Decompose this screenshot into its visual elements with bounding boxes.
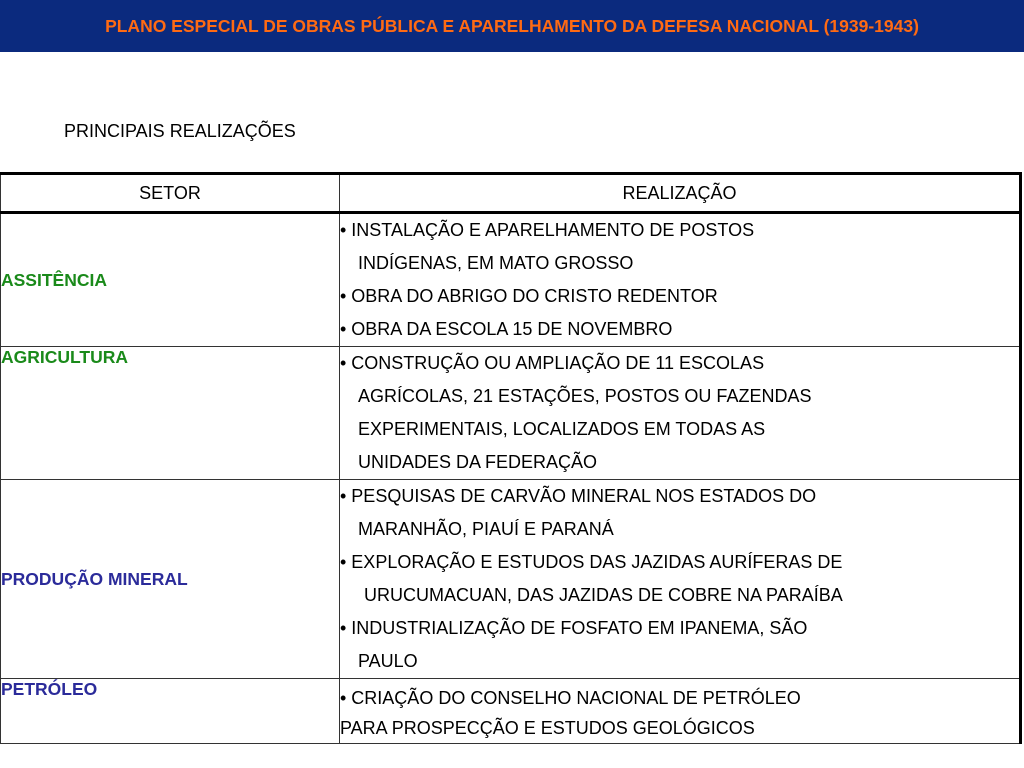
item-line: • PESQUISAS DE CARVÃO MINERAL NOS ESTADOS DO [340,486,817,506]
item-line: UNIDADES DA FEDERAÇÃO [358,452,598,472]
item-line: • OBRA DO ABRIGO DO CRISTO REDENTOR [340,286,718,306]
achievements-cell [340,679,1021,744]
table-header-row [1,174,1021,213]
item-line: INDÍGENAS, EM MATO GROSSO [358,253,634,273]
item-line: • CRIAÇÃO DO CONSELHO NACIONAL DE PETRÓLEO [340,688,801,708]
table-row [1,480,1021,679]
page-title: PLANO ESPECIAL DE OBRAS PÚBLICA E APARELHAMENTO DA DEFESA NACIONAL (1939-1943) [105,15,919,36]
achievements-cell [340,480,1021,679]
achievements-cell [340,213,1021,347]
sector-cell: PETRÓLEO [1,679,340,744]
sector-cell: ASSITÊNCIA [1,213,340,347]
title-bar [0,0,1024,52]
table-row [1,347,1021,480]
column-header-realizacao: REALIZAÇÃO [340,174,1021,213]
item-line: • OBRA DA ESCOLA 15 DE NOVEMBRO [340,319,673,339]
sector-cell: AGRICULTURA [1,347,340,480]
item-line: • EXPLORAÇÃO E ESTUDOS DAS JAZIDAS AURÍFERAS DE [340,552,843,572]
item-line: • CONSTRUÇÃO OU AMPLIAÇÃO DE 11 ESCOLAS [340,353,765,373]
item-line: • INSTALAÇÃO E APARELHAMENTO DE POSTOS [340,220,755,240]
item-line: MARANHÃO, PIAUÍ E PARANÁ [358,519,614,539]
achievements-table [0,172,1022,744]
sector-cell: PRODUÇÃO MINERAL [1,480,340,679]
achievements-cell [340,347,1021,480]
item-line: PARA PROSPECÇÃO E ESTUDOS GEOLÓGICOS [340,718,755,738]
item-line: EXPERIMENTAIS, LOCALIZADOS EM TODAS AS [358,419,766,439]
table-row [1,213,1021,347]
table-row [1,679,1021,744]
item-line: URUCUMACUAN, DAS JAZIDAS DE COBRE NA PARAÍBA [364,585,843,605]
item-line: PAULO [358,651,418,671]
column-header-setor: SETOR [1,174,340,213]
item-line: • INDUSTRIALIZAÇÃO DE FOSFATO EM IPANEMA, SÃO [340,618,808,638]
section-subtitle: PRINCIPAIS REALIZAÇÕES [64,121,296,141]
item-line: AGRÍCOLAS, 21 ESTAÇÕES, POSTOS OU FAZENDAS [358,386,812,406]
